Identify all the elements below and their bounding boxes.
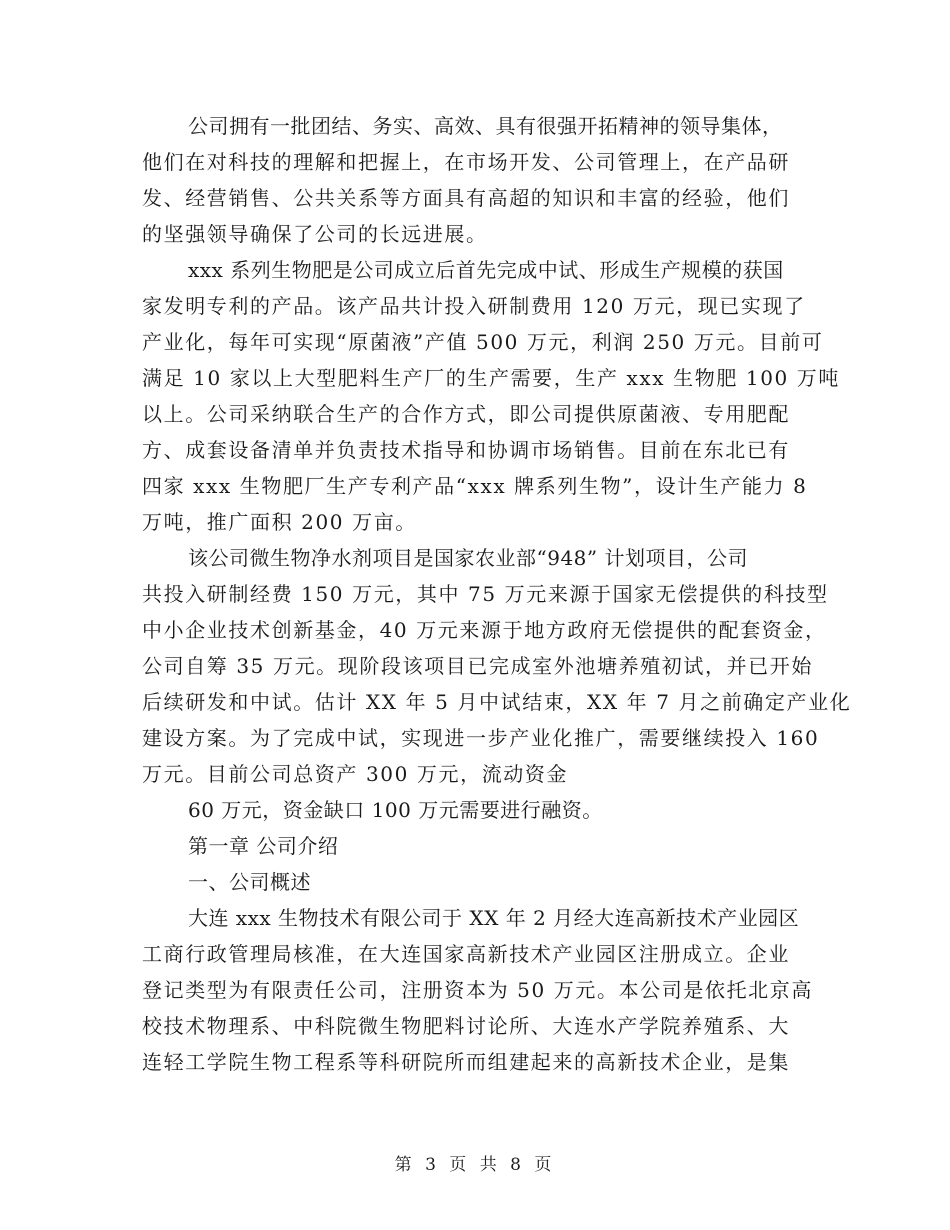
text-line: 万吨，推广面积 200 万亩。 bbox=[142, 510, 417, 534]
text-line: 发、经营销售、公共关系等方面具有高超的知识和丰富的经验，他们 bbox=[142, 186, 790, 210]
text-line: 中小企业技术创新基金，40 万元来源于地方政府无偿提供的配套资金， bbox=[142, 618, 827, 642]
text-line: 该公司微生物净水剂项目是国家农业部“948” 计划项目，公司 bbox=[188, 546, 748, 570]
page-footer: 第 3 页 共 8 页 bbox=[394, 1155, 556, 1175]
text-line: 公司拥有一批团结、务实、高效、具有很强开拓精神的领导集体， bbox=[188, 114, 783, 138]
text-line: xxx 系列生物肥是公司成立后首先完成中试、形成生产规模的获国 bbox=[188, 258, 784, 282]
text-line: 以上。公司采纳联合生产的合作方式，即公司提供原菌液、专用肥配 bbox=[142, 402, 790, 426]
text-line: 连轻工学院生物工程系等科研院所而组建起来的高新技术企业，是集 bbox=[142, 1050, 790, 1074]
text-line: 登记类型为有限责任公司，注册资本为 50 万元。本公司是依托北京高 bbox=[142, 978, 813, 1002]
text-line: 产业化，每年可实现“原菌液”产值 500 万元，利润 250 万元。目前可 bbox=[142, 330, 824, 354]
text-line: 万元。目前公司总资产 300 万元，流动资金 bbox=[142, 762, 569, 786]
text-line: 第一章 公司介绍 bbox=[188, 834, 339, 858]
text-line: 共投入研制经费 150 万元，其中 75 万元来源于国家无偿提供的科技型 bbox=[142, 582, 829, 606]
text-line: 一、公司概述 bbox=[188, 870, 311, 894]
text-line: 后续研发和中试。估计 XX 年 5 月中试结束，XX 年 7 月之前确定产业化 bbox=[142, 690, 852, 714]
text-line: 家发明专利的产品。该产品共计投入研制费用 120 万元，现已实现了 bbox=[142, 294, 806, 318]
text-line: 大连 xxx 生物技术有限公司于 XX 年 2 月经大连高新技术产业园区 bbox=[188, 906, 800, 930]
text-line: 满足 10 家以上大型肥料生产厂的生产需要，生产 xxx 生物肥 100 万吨 bbox=[142, 366, 841, 390]
text-line: 公司自筹 35 万元。现阶段该项目已完成室外池塘养殖初试，并已开始 bbox=[142, 654, 813, 678]
document-body bbox=[142, 108, 852, 1080]
text-line: 校技术物理系、中科院微生物肥料讨论所、大连水产学院养殖系、大 bbox=[142, 1014, 790, 1038]
text-line: 的坚强领导确保了公司的长远进展。 bbox=[142, 222, 488, 246]
text-line: 方、成套设备清单并负责技术指导和协调市场销售。目前在东北已有 bbox=[142, 438, 790, 462]
text-line: 60 万元，资金缺口 100 万元需要进行融资。 bbox=[188, 798, 603, 822]
text-line: 建设方案。为了完成中试，实现进一步产业化推广，需要继续投入 160 bbox=[142, 726, 820, 750]
text-line: 他们在对科技的理解和把握上，在市场开发、公司管理上，在产品研 bbox=[142, 150, 790, 174]
text-line: 四家 xxx 生物肥厂生产专利产品“xxx 牌系列生物”，设计生产能力 8 bbox=[142, 474, 808, 498]
text-line: 工商行政管理局核准，在大连国家高新技术产业园区注册成立。企业 bbox=[142, 942, 790, 966]
